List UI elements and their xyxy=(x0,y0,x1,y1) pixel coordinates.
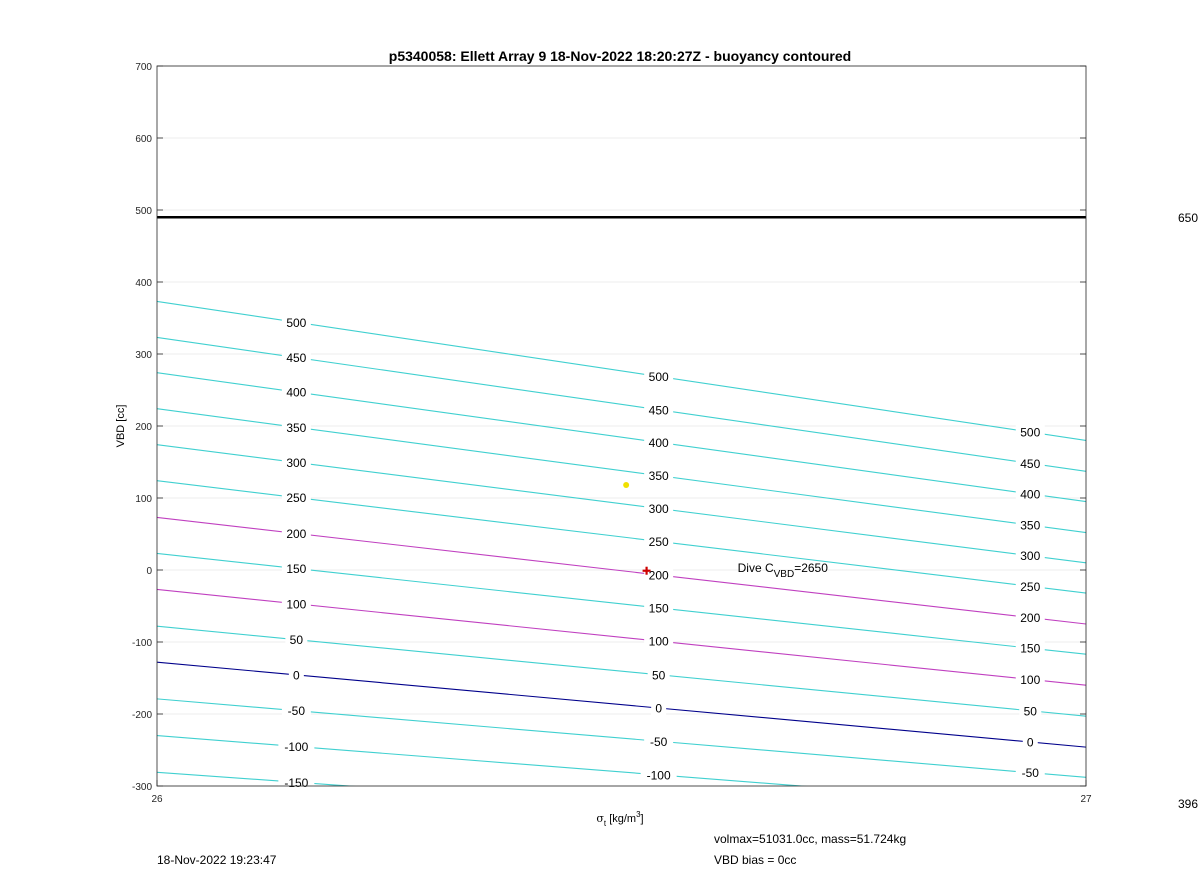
contour-label: 0 xyxy=(655,701,663,716)
vbd-bias-info: VBD bias = 0cc xyxy=(714,853,797,867)
y-axis-label: VBD [cc] xyxy=(115,404,127,448)
contour-label: 150 xyxy=(286,562,307,577)
contour-label: 350 xyxy=(648,469,669,484)
x-axis-label-close: ] xyxy=(640,813,644,825)
contour-label: 400 xyxy=(648,435,669,450)
contour-label: 100 xyxy=(648,634,669,649)
annotation-main: Dive C xyxy=(737,561,774,575)
contour-label: 100 xyxy=(286,597,307,612)
chart-title: p5340058: Ellett Array 9 18-Nov-2022 18:20:27Z - buoyancy contoured xyxy=(388,48,852,64)
annotation-tail: =2650 xyxy=(794,561,828,575)
contour-label: 0 xyxy=(1026,735,1034,750)
x-axis-label-unit: [kg/m xyxy=(606,813,637,825)
contour-label: 250 xyxy=(648,534,669,549)
contour-label: 50 xyxy=(289,633,304,648)
contour-label: 450 xyxy=(648,403,669,418)
y-tick-label: 0 xyxy=(146,566,152,577)
contour-label: 400 xyxy=(286,385,307,400)
y-tick-label: 200 xyxy=(135,422,152,433)
contour-label: 500 xyxy=(1020,425,1041,440)
x-axis-label-sup: 3 xyxy=(636,810,641,819)
contour-label: -100 xyxy=(284,740,309,755)
contour-label: 250 xyxy=(286,491,307,506)
y-tick-label: 500 xyxy=(135,206,152,217)
contour-label: -50 xyxy=(1021,766,1039,781)
y-tick-label: 600 xyxy=(135,134,152,145)
contour-label: -50 xyxy=(649,734,668,749)
yellow-dot-point xyxy=(623,482,629,488)
x-axis-label xyxy=(596,810,643,828)
contour-label: 200 xyxy=(286,526,307,541)
contour-label: 400 xyxy=(1020,487,1041,502)
annotation-sub: VBD xyxy=(773,569,795,580)
x-tick-label: 27 xyxy=(1080,794,1092,805)
contour-label: 350 xyxy=(1020,518,1041,533)
contour-label: 250 xyxy=(1020,579,1041,594)
dive-cvbd-annotation xyxy=(738,561,829,580)
contour-label: 0 xyxy=(293,668,300,683)
contour-label: -100 xyxy=(646,768,671,783)
y-tick-label: -300 xyxy=(131,782,152,793)
x-axis-label-sub: t xyxy=(603,819,607,828)
contour-label: 300 xyxy=(1020,549,1041,564)
contour-label: 200 xyxy=(1020,611,1041,626)
y-tick-label: 700 xyxy=(135,62,152,73)
axis-ticks xyxy=(132,62,1092,805)
contour-label: 300 xyxy=(286,455,307,470)
contour-label: 450 xyxy=(1020,456,1041,471)
contour-label: -150 xyxy=(284,775,309,790)
volmax-mass-info: volmax=51031.0cc, mass=51.724kg xyxy=(714,832,907,846)
generated-timestamp: 18-Nov-2022 19:23:47 xyxy=(157,853,277,867)
x-axis-label-symbol: σ xyxy=(596,812,604,825)
contour-label: 50 xyxy=(651,668,666,683)
contour-label: 500 xyxy=(648,369,669,384)
contour-label: 200 xyxy=(648,568,669,583)
contour-label: 150 xyxy=(1020,641,1041,656)
side-label-bottom: 396 xyxy=(1178,797,1199,811)
side-label-top: 650 xyxy=(1178,211,1199,225)
contour-label: 50 xyxy=(1023,704,1037,719)
contour-label: 100 xyxy=(1020,672,1041,687)
x-tick-label: 26 xyxy=(151,794,163,805)
y-tick-label: 100 xyxy=(135,494,152,505)
contour-label: 500 xyxy=(286,315,307,330)
y-tick-label: -200 xyxy=(131,710,152,721)
y-tick-label: 300 xyxy=(135,350,152,361)
data-points xyxy=(623,482,650,575)
y-tick-label: -100 xyxy=(131,638,152,649)
contour-label: -50 xyxy=(287,704,306,719)
contour-label: 150 xyxy=(648,601,669,616)
y-tick-label: 400 xyxy=(135,278,152,289)
contour-label: 350 xyxy=(286,420,307,435)
contour-label: 300 xyxy=(648,501,669,516)
contour-label: 450 xyxy=(286,351,307,366)
